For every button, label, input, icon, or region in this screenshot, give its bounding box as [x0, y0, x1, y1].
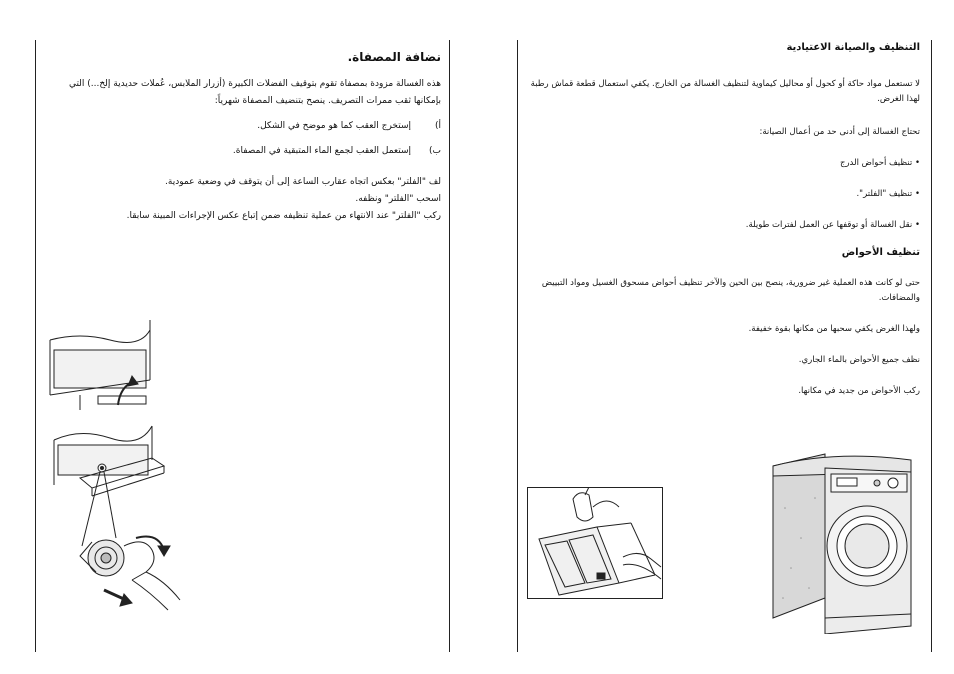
step-label: ب): [429, 146, 441, 156]
bullet-item: • نقل الغسالة أو توقفها عن العمل لفترات طويلة.: [745, 220, 920, 230]
page-divider-right: [517, 40, 518, 652]
filter-illustration: [40, 310, 230, 620]
bullet-item: • تنظيف أحواض الدرج: [839, 158, 920, 168]
step-text: إستعمل العقب لجمع الماء المتبقية في المصفاة.: [232, 146, 411, 156]
maintenance-title: التنظيف والصيانة الاعتيادية: [786, 42, 920, 53]
drawer-refit-paragraph: ركب الأحواض من جديد في مكانها.: [798, 386, 920, 396]
right-page: [530, 42, 920, 399]
right-page-margin-line: [931, 40, 932, 652]
drawer-cleaning-title: تنظيف الأحواض: [841, 247, 920, 258]
drawer-pull-paragraph: ولهذا الغرض يكفي سحبها من مكانها بقوة خفيفة.: [748, 324, 920, 334]
filter-cleaning-title: نضافة المصفاة.: [347, 50, 441, 64]
drawer-cleaning-paragraph: حتى لو كانت هذه العملية غير ضرورية، ينصح بين الحين والآخر تنظيف أحواض مسحوق الغسيل ومواد التبييض والمضافات.: [541, 278, 920, 303]
left-page-margin-line: [35, 40, 36, 652]
drawer-wash-paragraph: نظف جميع الأحواض بالماء الجاري.: [798, 355, 920, 365]
detergent-drawer-illustration: [527, 487, 663, 599]
step-label: أ): [434, 121, 441, 131]
filter-line-1: لف "الفلتر" بعكس اتجاه عقارب الساعة إلى أن يتوقف في وضعية عمودية.: [165, 177, 441, 187]
step-text: إستخرج العقب كما هو موضح في الشكل.: [257, 121, 411, 131]
filter-intro-paragraph: هذه الغسالة مزودة بمصفاة تقوم بتوقيف الفضلات الكبيرة (أزرار الملابس، عُملات حديدية إلخ...) التي بإمكانها ثقب ممرات التصريف. ينصح بتنضيف المصفاة شهرياً:: [68, 79, 441, 106]
step-b: [48, 143, 441, 160]
left-page: [48, 50, 441, 225]
filter-line-3: ركب "الفلتر" عند الانتهاء من عملية تنظيفه ضمن إتباع عكس الإجراءات المبينة سابقا.: [126, 211, 441, 221]
filter-line-2: اسحب "الفلتر" ونظفه.: [355, 194, 441, 204]
exterior-cleaning-paragraph: لا تستعمل مواد حاكة أو كحول أو محاليل كيماوية لتنظيف الغسالة من الخارج. يكفي استعمال قطعة قماش رطبة لهذا الغرض.: [530, 79, 920, 104]
washing-machine-illustration: [765, 448, 915, 634]
step-a: [48, 118, 441, 135]
bullet-item: • تنظيف "الفلتر".: [856, 189, 920, 199]
page-divider-left: [449, 40, 450, 652]
maintenance-intro: تحتاج الغسالة إلى أدنى حد من أعمال الصيانة:: [759, 127, 920, 137]
